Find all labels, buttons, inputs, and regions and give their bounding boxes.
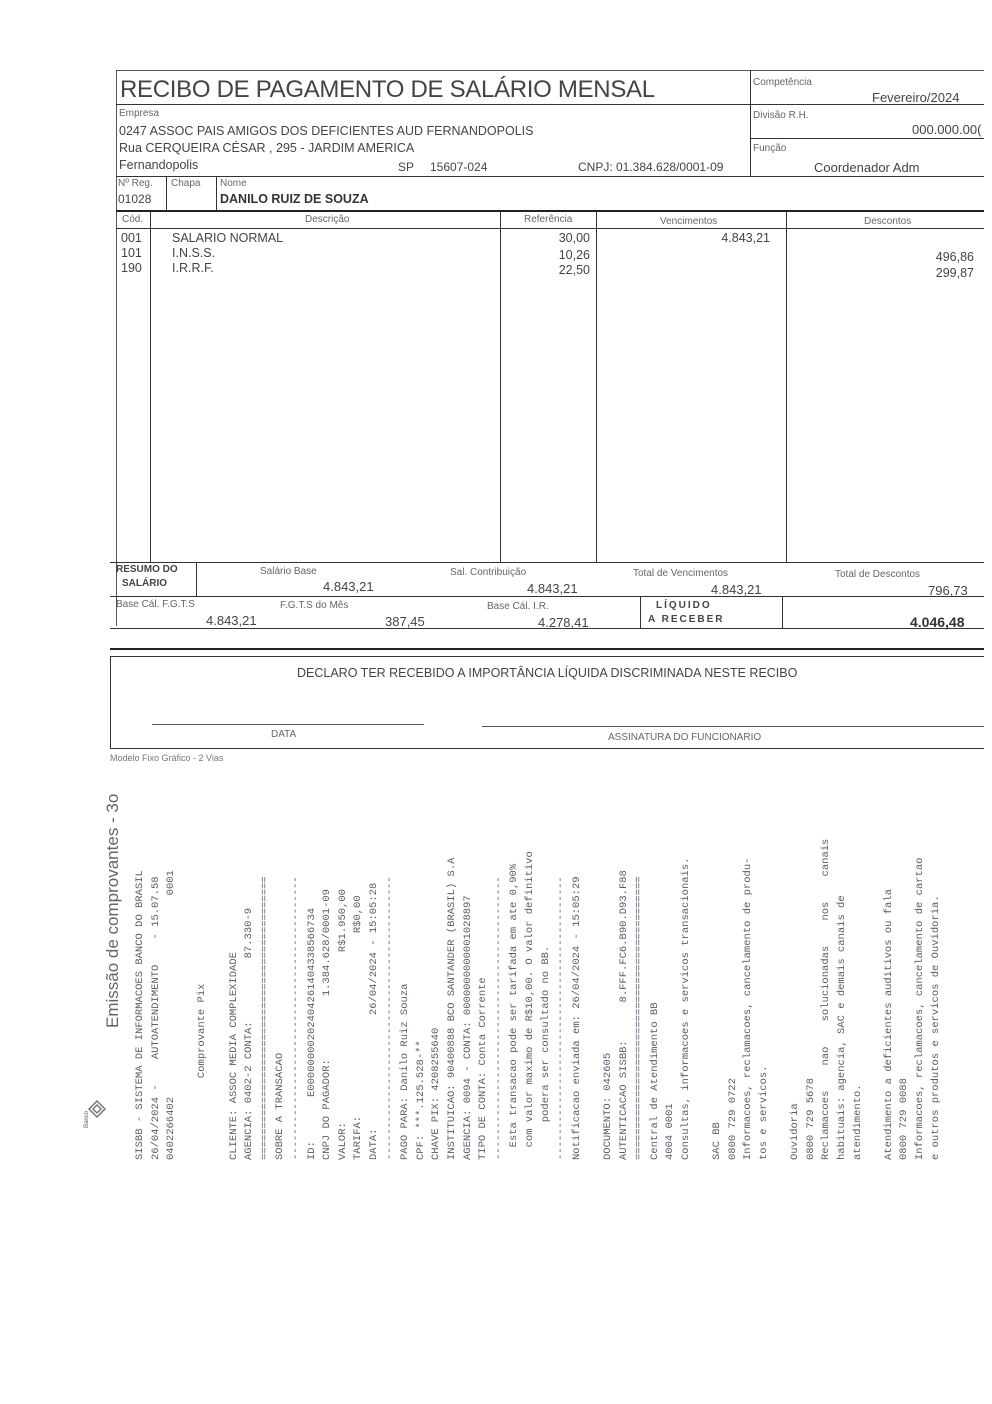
base-ir-value: 4.278,41	[538, 615, 589, 630]
pix-receipt-line: PAGO PARA: Danilo Ruiz Souza	[399, 983, 412, 1160]
pix-receipt-line: 0800 729 5678	[804, 1078, 817, 1160]
pix-receipt-line: AGENCIA: 0094 - CONTA: 0000000000001028897	[461, 895, 474, 1160]
empresa-name: 0247 ASSOC PAIS AMIGOS DOS DEFICIENTES AUD FERNANDOPOLIS	[119, 124, 534, 138]
pix-receipt-line: CNPJ DO PAGADOR: 1.384.628/0001-09	[321, 889, 334, 1160]
bank-logo-icon	[88, 1100, 106, 1126]
pix-receipt-line: habituais: agencia, SAC e demais canais de	[836, 895, 848, 1160]
pix-receipt-line: SISBB - SISTEMA DE INFORMACOES BANCO DO BRASIL	[134, 870, 146, 1160]
competencia-label: Competência	[753, 77, 812, 88]
pix-receipt-line: 4004 0001	[664, 1103, 677, 1160]
pix-receipt-line: 0800 729 0722	[726, 1078, 739, 1160]
empresa-cep: 15607-024	[430, 160, 488, 174]
empresa-state: SP	[398, 160, 415, 174]
fgts-mes-value: 387,45	[385, 614, 425, 629]
pix-receipt-line: TIPO DE CONTA: Conta Corrente	[477, 977, 490, 1160]
data-label: DATA	[271, 729, 297, 740]
pix-receipt-line: 0800 729 0088	[898, 1078, 911, 1160]
empresa-street: Rua CERQUEIRA CÉSAR , 295 - JARDIM AMERICA	[119, 141, 415, 155]
nome-value: DANILO RUIZ DE SOUZA	[220, 192, 369, 206]
row-descricao: I.N.S.S.	[172, 246, 216, 260]
row-cod: 101	[121, 246, 142, 260]
funcao-label: Função	[753, 143, 787, 154]
salario-base-value: 4.843,21	[323, 579, 374, 594]
pix-receipt-line: Informacoes, reclamacoes, cancelamento de produ-	[742, 857, 755, 1160]
row-descricao: SALARIO NORMAL	[172, 231, 284, 245]
row-referencia: 22,50	[558, 263, 590, 277]
total-vencimentos-value: 4.843,21	[711, 582, 762, 597]
resumo-label-2: SALÁRIO	[122, 578, 167, 589]
pix-receipt-line: 26/04/2024 - AUTOATENDIMENTO - 15.07.58	[149, 876, 162, 1160]
pix-receipt-line: podera ser consultado no BB.	[539, 945, 552, 1160]
salario-base-label: Salário Base	[260, 566, 317, 577]
empresa-label: Empresa	[119, 108, 160, 119]
nome-label: Nome	[220, 178, 247, 189]
col-header-descontos: Descontos	[864, 216, 912, 227]
row-vencimentos: 4.843,21	[721, 231, 770, 245]
total-vencimentos-label: Total de Vencimentos	[633, 568, 729, 579]
row-cod: 190	[121, 261, 142, 275]
pix-receipt-line: 0402266402 0001	[165, 870, 178, 1160]
base-fgts-label: Base Cál. F.G.T.S	[116, 599, 195, 610]
row-descontos: 496,86	[935, 250, 974, 264]
declaration-text: DECLARO TER RECEBIDO A IMPORTÂNCIA LÍQUIDA DISCRIMINADA NESTE RECIBO	[297, 666, 798, 680]
empresa-city: Fernandopolis	[119, 158, 199, 172]
pix-receipt-line: TARIFA: R$0,00	[352, 895, 365, 1160]
col-header-descricao: Descrição	[305, 214, 350, 225]
pix-receipt-line: CHAVE PIX: 4208255640	[430, 1027, 443, 1160]
pix-receipt-line: ---------------------------------------------	[492, 876, 505, 1160]
pix-receipt-line: Informacoes, reclamacoes, cancelamento de cartao	[914, 857, 926, 1160]
pix-receipt-line: e outros produtos e servicos de Ouvidoria.	[929, 895, 942, 1160]
base-fgts-value: 4.843,21	[206, 613, 257, 628]
pix-receipt-line: Atendimento a deficientes auditivos ou fala	[882, 889, 895, 1160]
pix-receipt-line: Consultas, informacoes e servicos transacionais.	[680, 857, 692, 1160]
total-descontos-value: 796,73	[928, 583, 968, 598]
comprovante-heading: Emissão de comprovantes - 3o	[103, 793, 122, 1028]
reg-value: 01028	[118, 192, 152, 206]
sal-contribuicao-label: Sal. Contribuição	[450, 567, 527, 578]
pix-receipt-line: CLIENTE: ASSOC MEDIA COMPLEXIDADE	[227, 952, 240, 1160]
pix-receipt-line: ---------------------------------------------	[383, 876, 396, 1160]
chapa-label: Chapa	[171, 178, 201, 189]
pix-receipt-line: tos e servicos.	[758, 1065, 770, 1160]
pix-receipt-line: DOCUMENTO: 042605	[602, 1052, 614, 1160]
pix-receipt-line: Reclamacoes nao solucionadas nos canais	[820, 838, 833, 1160]
pix-receipt-line: SOBRE A TRANSACAO	[274, 1052, 287, 1160]
pix-receipt-line: ---------------------------------------------	[290, 876, 302, 1160]
pix-receipt-line: Esta transacao pode ser tarifada em ate 0,90%	[508, 863, 521, 1160]
liquido-value: 4.046,48	[910, 614, 965, 630]
model-note: Modelo Fixo Gráfico - 2 Vias	[110, 753, 224, 763]
pix-receipt-line: ID: E00000000202404261404338566734	[305, 907, 318, 1160]
pix-receipt-line: Notificacao enviada em: 26/04/2024 - 15:05:29	[570, 876, 583, 1160]
pix-receipt-line: com valor maximo de R$10,00. O valor definitivo	[524, 851, 536, 1160]
pix-receipt-line: =============================================	[633, 876, 646, 1160]
row-descontos: 299,87	[935, 266, 974, 280]
funcao-value: Coordenador Adm	[814, 160, 920, 175]
pix-receipt-line: CPF: ***.125.528-**	[414, 1040, 427, 1160]
pix-receipt-line: SAC BB	[711, 1122, 724, 1160]
signature-label: ASSINATURA DO FUNCIONARIO	[608, 732, 762, 743]
pix-receipt-line: Comprovante Pix	[196, 983, 209, 1160]
pix-receipt-line: ---------------------------------------------	[555, 876, 568, 1160]
sal-contribuicao-value: 4.843,21	[527, 581, 578, 596]
col-header-referencia: Referência	[524, 214, 573, 225]
row-descricao: I.R.R.F.	[172, 261, 214, 275]
pix-receipt-line: DATA: 26/04/2024 - 15:05:28	[368, 882, 380, 1160]
pix-receipt-line: Ouvidoria	[789, 1103, 802, 1160]
base-ir-label: Base Cál. I.R.	[487, 601, 549, 612]
divisao-value: 000.000.00(	[912, 122, 982, 137]
pix-receipt-line: =============================================	[258, 876, 271, 1160]
receipt-title: RECIBO DE PAGAMENTO DE SALÁRIO MENSAL	[120, 76, 655, 103]
a-receber-label: A RECEBER	[648, 614, 725, 625]
competencia-value: Fevereiro/2024	[872, 90, 960, 105]
col-header-vencimentos: Vencimentos	[660, 216, 718, 227]
row-referencia: 30,00	[558, 231, 590, 245]
pix-receipt-line: AUTENTICACAO SISBB: 8.FFF.FC6.B90.D93.F88	[617, 870, 630, 1160]
resumo-label-1: RESUMO DO	[116, 564, 178, 575]
pix-receipt-line: VALOR: R$1.950,00	[336, 889, 349, 1160]
total-descontos-label: Total de Descontos	[835, 569, 921, 580]
pix-receipt-line: AGENCIA: 0402-2 CONTA: 87.330-9	[243, 907, 256, 1160]
col-header-cod: Cód.	[122, 214, 144, 225]
divisao-label: Divisão R.H.	[753, 110, 809, 121]
pix-receipt-line: atendimento.	[851, 1084, 864, 1160]
reg-label: Nº Reg.	[118, 178, 153, 189]
row-cod: 001	[121, 231, 142, 245]
pix-receipt-line: Central de Atendimento BB	[648, 1002, 661, 1160]
row-referencia: 10,26	[558, 248, 590, 262]
liquido-label: LÍQUIDO	[656, 600, 712, 611]
bank-small-label: Banco	[84, 1110, 90, 1128]
empresa-cnpj: CNPJ: 01.384.628/0001-09	[578, 160, 724, 174]
fgts-mes-label: F.G.T.S do Mês	[280, 600, 349, 611]
pix-receipt-line: INSTITUICAO: 90400888 BCO SANTANDER (BRASIL) S.A	[446, 857, 458, 1160]
